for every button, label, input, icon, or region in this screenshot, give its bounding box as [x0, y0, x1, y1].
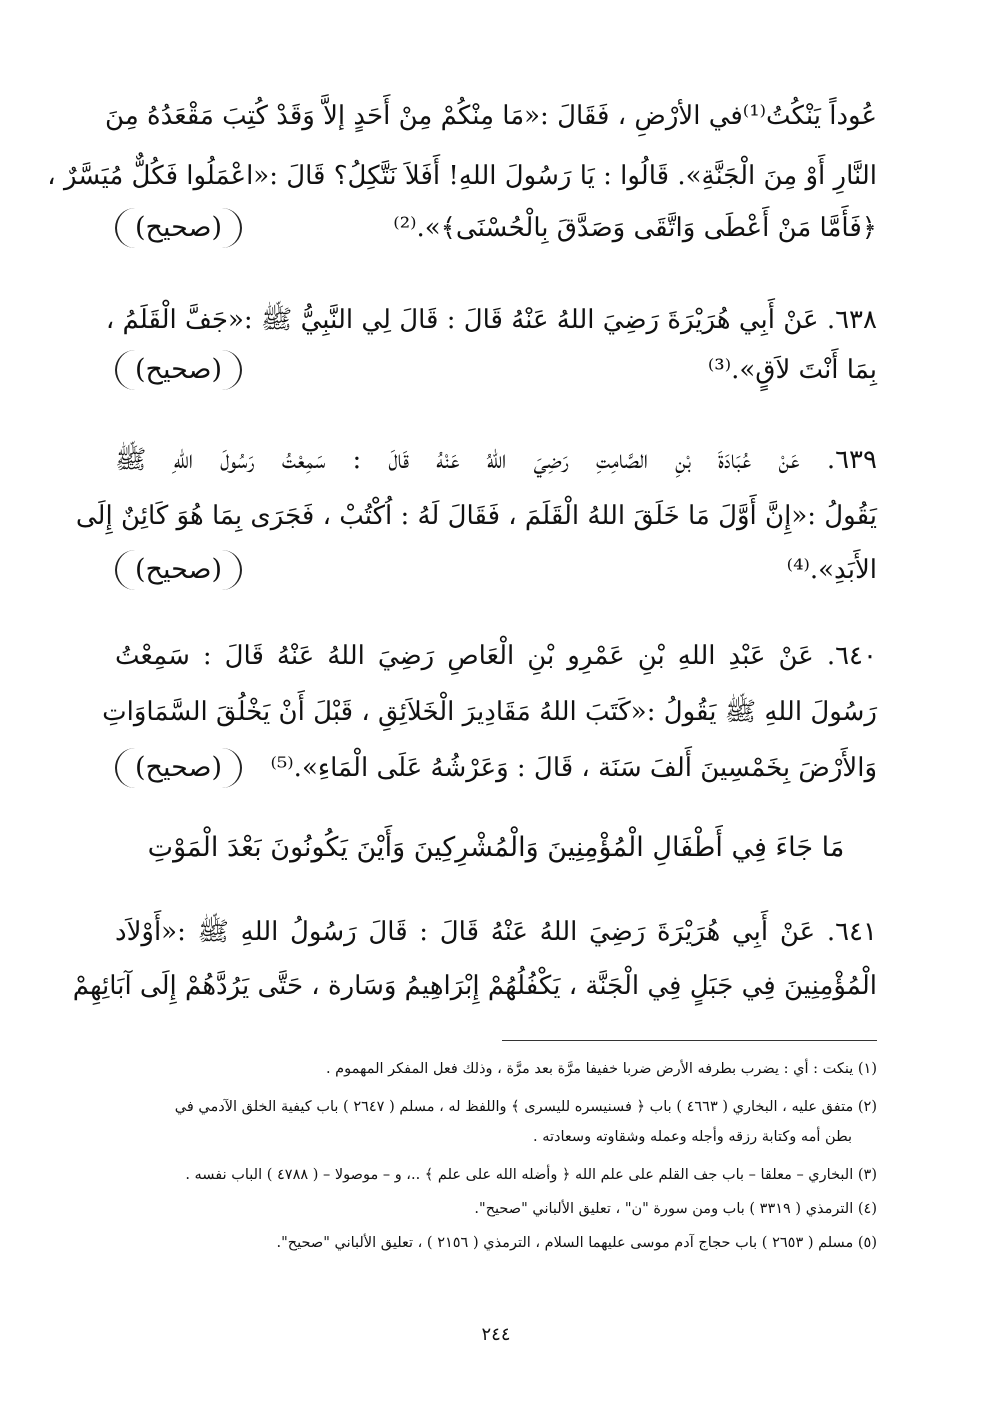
text-line: ٦٣٩. عَنْ عُبَادَةَ بْنِ الصَّامِتِ رَضِيَ اللهُ عَنْهُ قَالَ : سَمِعْتُ رَسُولَ اللهِ ﷺ [115, 445, 877, 475]
text-line: ﴿فَأَمَّا مَنْ أَعْطَى وَاتَّقَى وَصَدَّقَ بِالْحُسْنَى﴾».⁽²⁾ [393, 213, 877, 243]
text-line: ٦٤٠. عَنْ عَبْدِ اللهِ بْنِ عَمْرِو بْنِ الْعَاصِ رَضِيَ اللهُ عَنْهُ قَالَ : سَمِعْتُ [115, 641, 877, 671]
grade-badge [115, 550, 242, 590]
footnote: (٥) مسلم ( ٢٦٥٣ ) باب حجاج آدم موسى عليهما السلام ، الترمذي ( ٢١٥٦ ) ، تعليق الألباني "صحيح". [276, 1235, 877, 1251]
text-line: الْمُؤْمِنِينَ فِي جَبَلٍ فِي الْجَنَّة ، يَكْفُلُهُمْ إِبْرَاهِيمُ وَسَارة ، حَتَّى يَرُدَّهُمْ إِلَى آبَائِهِمْ [72, 971, 877, 1001]
footnote-continuation: بطن أمه وكتابة رزقه وأجله وعمله وشقاوته وسعادته . [533, 1129, 852, 1145]
grade-badge [115, 350, 242, 390]
grade-label: (صحيح) [115, 550, 242, 590]
grade-label: (صحيح) [115, 748, 242, 788]
footnote: (١) ينكت : أي : يضرب بطرفه الأرض ضربا خفيفا مرَّة بعد مرَّة ، وذلك فعل المفكر المهموم . [325, 1061, 877, 1077]
text-line: النَّارِ أَوْ مِنَ الْجَنَّةِ». قَالُوا : يَا رَسُولَ اللهِ! أَفَلاَ نَتَّكِلُ؟ قَالَ :«اعْمَلُوا فَكُلٌّ مُيَسَّرٌ ، [47, 161, 877, 191]
text-line: يَقُولُ :«إِنَّ أَوَّلَ مَا خَلَقَ اللهُ الْقَلَمَ ، فَقَالَ لَهُ : اُكْتُبْ ، فَجَرَى بِمَا هُوَ كَائِنٌ إِلَى [75, 501, 877, 531]
text-line: الأَبَدِ».⁽⁴⁾ [786, 555, 877, 585]
text-line: رَسُولَ اللهِ ﷺ يَقُولُ :«كَتَبَ اللهُ مَقَادِيرَ الْخَلاَئِقِ ، قَبْلَ أَنْ يَخْلُقَ السَّمَاوَاتِ [102, 697, 877, 727]
grade-badge [115, 748, 242, 788]
text-line: عُوداً يَنْكُتُ⁽¹⁾في الأرْضِ ، فَقَالَ :«مَا مِنْكُمْ مِنْ أَحَدٍ إلاَّ وَقَدْ كُتِبَ مَقْعَدُهُ مِنَ [105, 101, 877, 131]
grade-label: (صحيح) [115, 350, 242, 390]
text-line: ٦٤١. عَنْ أَبِي هُرَيْرَةَ رَضِيَ اللهُ عَنْهُ قَالَ : قَالَ رَسُولُ اللهِ ﷺ :«أَوْلاَد [115, 917, 877, 947]
chapter-heading: مَا جَاءَ فِي أَطْفَالِ الْمُؤْمِنِينَ وَالْمُشْرِكِينَ وَأَيْنَ يَكُونُونَ بَعْدَ الْمَوْتِ [147, 832, 845, 863]
text-line: ٦٣٨. عَنْ أَبِي هُرَيْرَةَ رَضِيَ اللهُ عَنْهُ قَالَ : قَالَ لِي النَّبِيُّ ﷺ :«جَفَّ الْقَلَمُ ، [105, 305, 877, 335]
footnote: (٢) متفق عليه ، البخاري ( ٤٦٦٣ ) باب ﴿ فسنيسره لليسرى ﴾ واللفظ له ، مسلم ( ٢٦٤٧ ) باب كيفية الخلق الآدمي في [174, 1099, 877, 1115]
footnote: (٤) الترمذي ( ٣٣١٩ ) باب ومن سورة "ن" ، تعليق الألباني "صحيح". [474, 1201, 877, 1217]
text-line: وَالأَرْضَ بِخَمْسِينَ أَلفَ سَنَة ، قَالَ : وَعَرْشُهُ عَلَى الْمَاءِ».⁽⁵⁾ [270, 753, 877, 783]
grade-label: (صحيح) [115, 208, 242, 248]
text-line: بِمَا أَنْتَ لاَقٍ».⁽³⁾ [707, 355, 877, 385]
footnote: (٣) البخاري – معلقا – باب جف القلم على علم الله ﴿ وأضله الله على علم ﴾ ..، و – موصولا – ( ٤٧٨٨ ) الباب نفسه . [185, 1167, 877, 1183]
footnote-separator [502, 1040, 877, 1041]
grade-badge [115, 208, 242, 248]
page-number: ٢٤٤ [481, 1324, 511, 1345]
